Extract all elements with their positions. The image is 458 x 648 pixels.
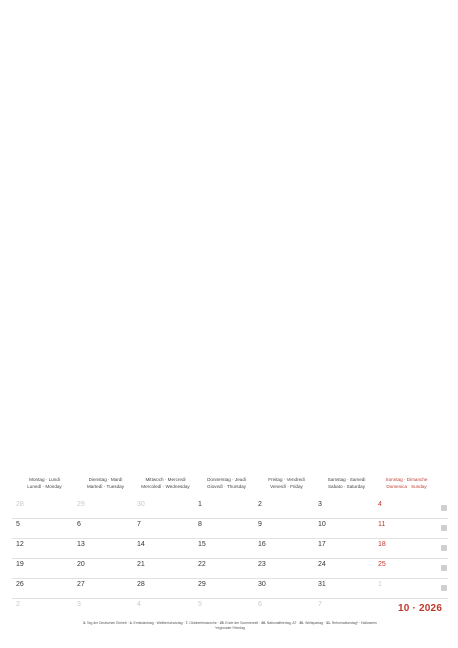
weekday-label: Montag · Lundi [29, 477, 60, 482]
weekday-label: Domenica · Sunday [386, 484, 427, 489]
weekday-sunday [376, 476, 437, 490]
day-cell: 3 [77, 601, 81, 608]
day-cell: 8 [198, 521, 202, 528]
day-cell: 30 [137, 501, 145, 508]
weekday-label: Martedì · Tuesday [86, 484, 125, 489]
day-cell: 15 [198, 541, 206, 548]
day-cell: 28 [137, 581, 145, 588]
week-row [12, 518, 448, 539]
weekday-tuesday [75, 476, 136, 490]
holiday-name: Tag der Deutschen Einheit · [86, 621, 129, 625]
day-cell: 20 [77, 561, 85, 568]
weekday-label: Sonntag · Dimanche [385, 477, 428, 482]
day-cell: 22 [198, 561, 206, 568]
day-cell: 31 [318, 581, 326, 588]
day-cell: 28 [16, 501, 24, 508]
day-cell: 19 [16, 561, 24, 568]
day-cell: 6 [258, 601, 262, 608]
day-cell: 14 [137, 541, 145, 548]
day-cell: 17 [318, 541, 326, 548]
day-cell: 7 [137, 521, 141, 528]
holiday-day: 31. [326, 621, 331, 625]
weekday-label: Sabato · Saturday [327, 484, 366, 489]
weekday-label: Samstag · Samedi [327, 477, 366, 482]
week-number-box [441, 505, 447, 511]
day-cell-sunday: 18 [378, 541, 386, 548]
day-cell: 29 [77, 501, 85, 508]
weekday-label: Donnerstag · Jeudi [207, 477, 246, 482]
week-number-box [441, 525, 447, 531]
day-cell: 9 [258, 521, 262, 528]
holiday-name: Oktoberfestwoche · [189, 621, 219, 625]
holiday-day: 30. [299, 621, 305, 625]
weekday-label: Dienstag · Mardi [88, 477, 123, 482]
holiday-name: Reformationstag* · Halloween [331, 621, 377, 625]
day-cell: 10 [318, 521, 326, 528]
month-year-label [398, 603, 442, 614]
weekday-label: Lunedì · Monday [27, 484, 62, 489]
day-cell: 1 [198, 501, 202, 508]
day-cell-sunday: 1 [378, 581, 382, 588]
holiday-name: Nationalfeiertag, AT · [266, 621, 299, 625]
weekday-label: Mercoledì · Wednesday [141, 484, 190, 489]
week-row [12, 578, 448, 599]
holiday-footnote [12, 621, 448, 631]
holiday-day: 7. [185, 621, 189, 625]
day-cell: 12 [16, 541, 24, 548]
regional-holiday-note: *regionaler Feiertag [215, 626, 245, 630]
holiday-day: 3. [83, 621, 86, 625]
weekday-thursday [196, 476, 257, 490]
day-cell: 16 [258, 541, 266, 548]
day-cell: 27 [77, 581, 85, 588]
week-number-box [441, 545, 447, 551]
day-cell: 29 [198, 581, 206, 588]
day-cell-sunday: 4 [378, 501, 382, 508]
week-number-box [441, 585, 447, 591]
day-cell: 4 [137, 601, 141, 608]
weekday-header [12, 476, 448, 498]
week-row [12, 598, 448, 618]
weekday-label: Giovedì · Thursday [207, 484, 246, 489]
day-cell: 2 [258, 501, 262, 508]
month-separator: · [412, 603, 417, 614]
day-cell: 23 [258, 561, 266, 568]
day-cell: 2 [16, 601, 20, 608]
month-number: 10 [398, 603, 410, 614]
week-row [12, 558, 448, 579]
weekday-wednesday [135, 476, 196, 490]
weekday-friday [256, 476, 317, 490]
day-cell: 24 [318, 561, 326, 568]
holiday-day: 25. [219, 621, 225, 625]
week-number-box [441, 565, 447, 571]
day-cell: 5 [198, 601, 202, 608]
day-cell: 5 [16, 521, 20, 528]
weekday-label: Freitag · Vendredi [268, 477, 305, 482]
day-cell: 21 [137, 561, 145, 568]
weekday-label: Mittwoch · Mercredi [145, 477, 186, 482]
day-cell: 7 [318, 601, 322, 608]
holiday-name: Erntedanktag · Welttierschutztag · [133, 621, 185, 625]
weekday-monday [14, 476, 75, 490]
day-cell: 26 [16, 581, 24, 588]
holiday-day: 4. [129, 621, 133, 625]
week-row [12, 498, 448, 519]
weekday-label: Venerdì · Friday [270, 484, 303, 489]
holiday-name: Weltspartag · [305, 621, 326, 625]
holiday-name: Ende der Sommerzeit · [225, 621, 261, 625]
day-cell: 13 [77, 541, 85, 548]
week-row [12, 538, 448, 559]
weekday-saturday [316, 476, 377, 490]
holiday-day: 26. [261, 621, 266, 625]
day-cell: 6 [77, 521, 81, 528]
year-number: 2026 [419, 603, 443, 614]
day-cell: 3 [318, 501, 322, 508]
day-cell-sunday: 11 [378, 521, 386, 528]
day-cell-sunday: 25 [378, 561, 386, 568]
day-cell: 30 [258, 581, 266, 588]
